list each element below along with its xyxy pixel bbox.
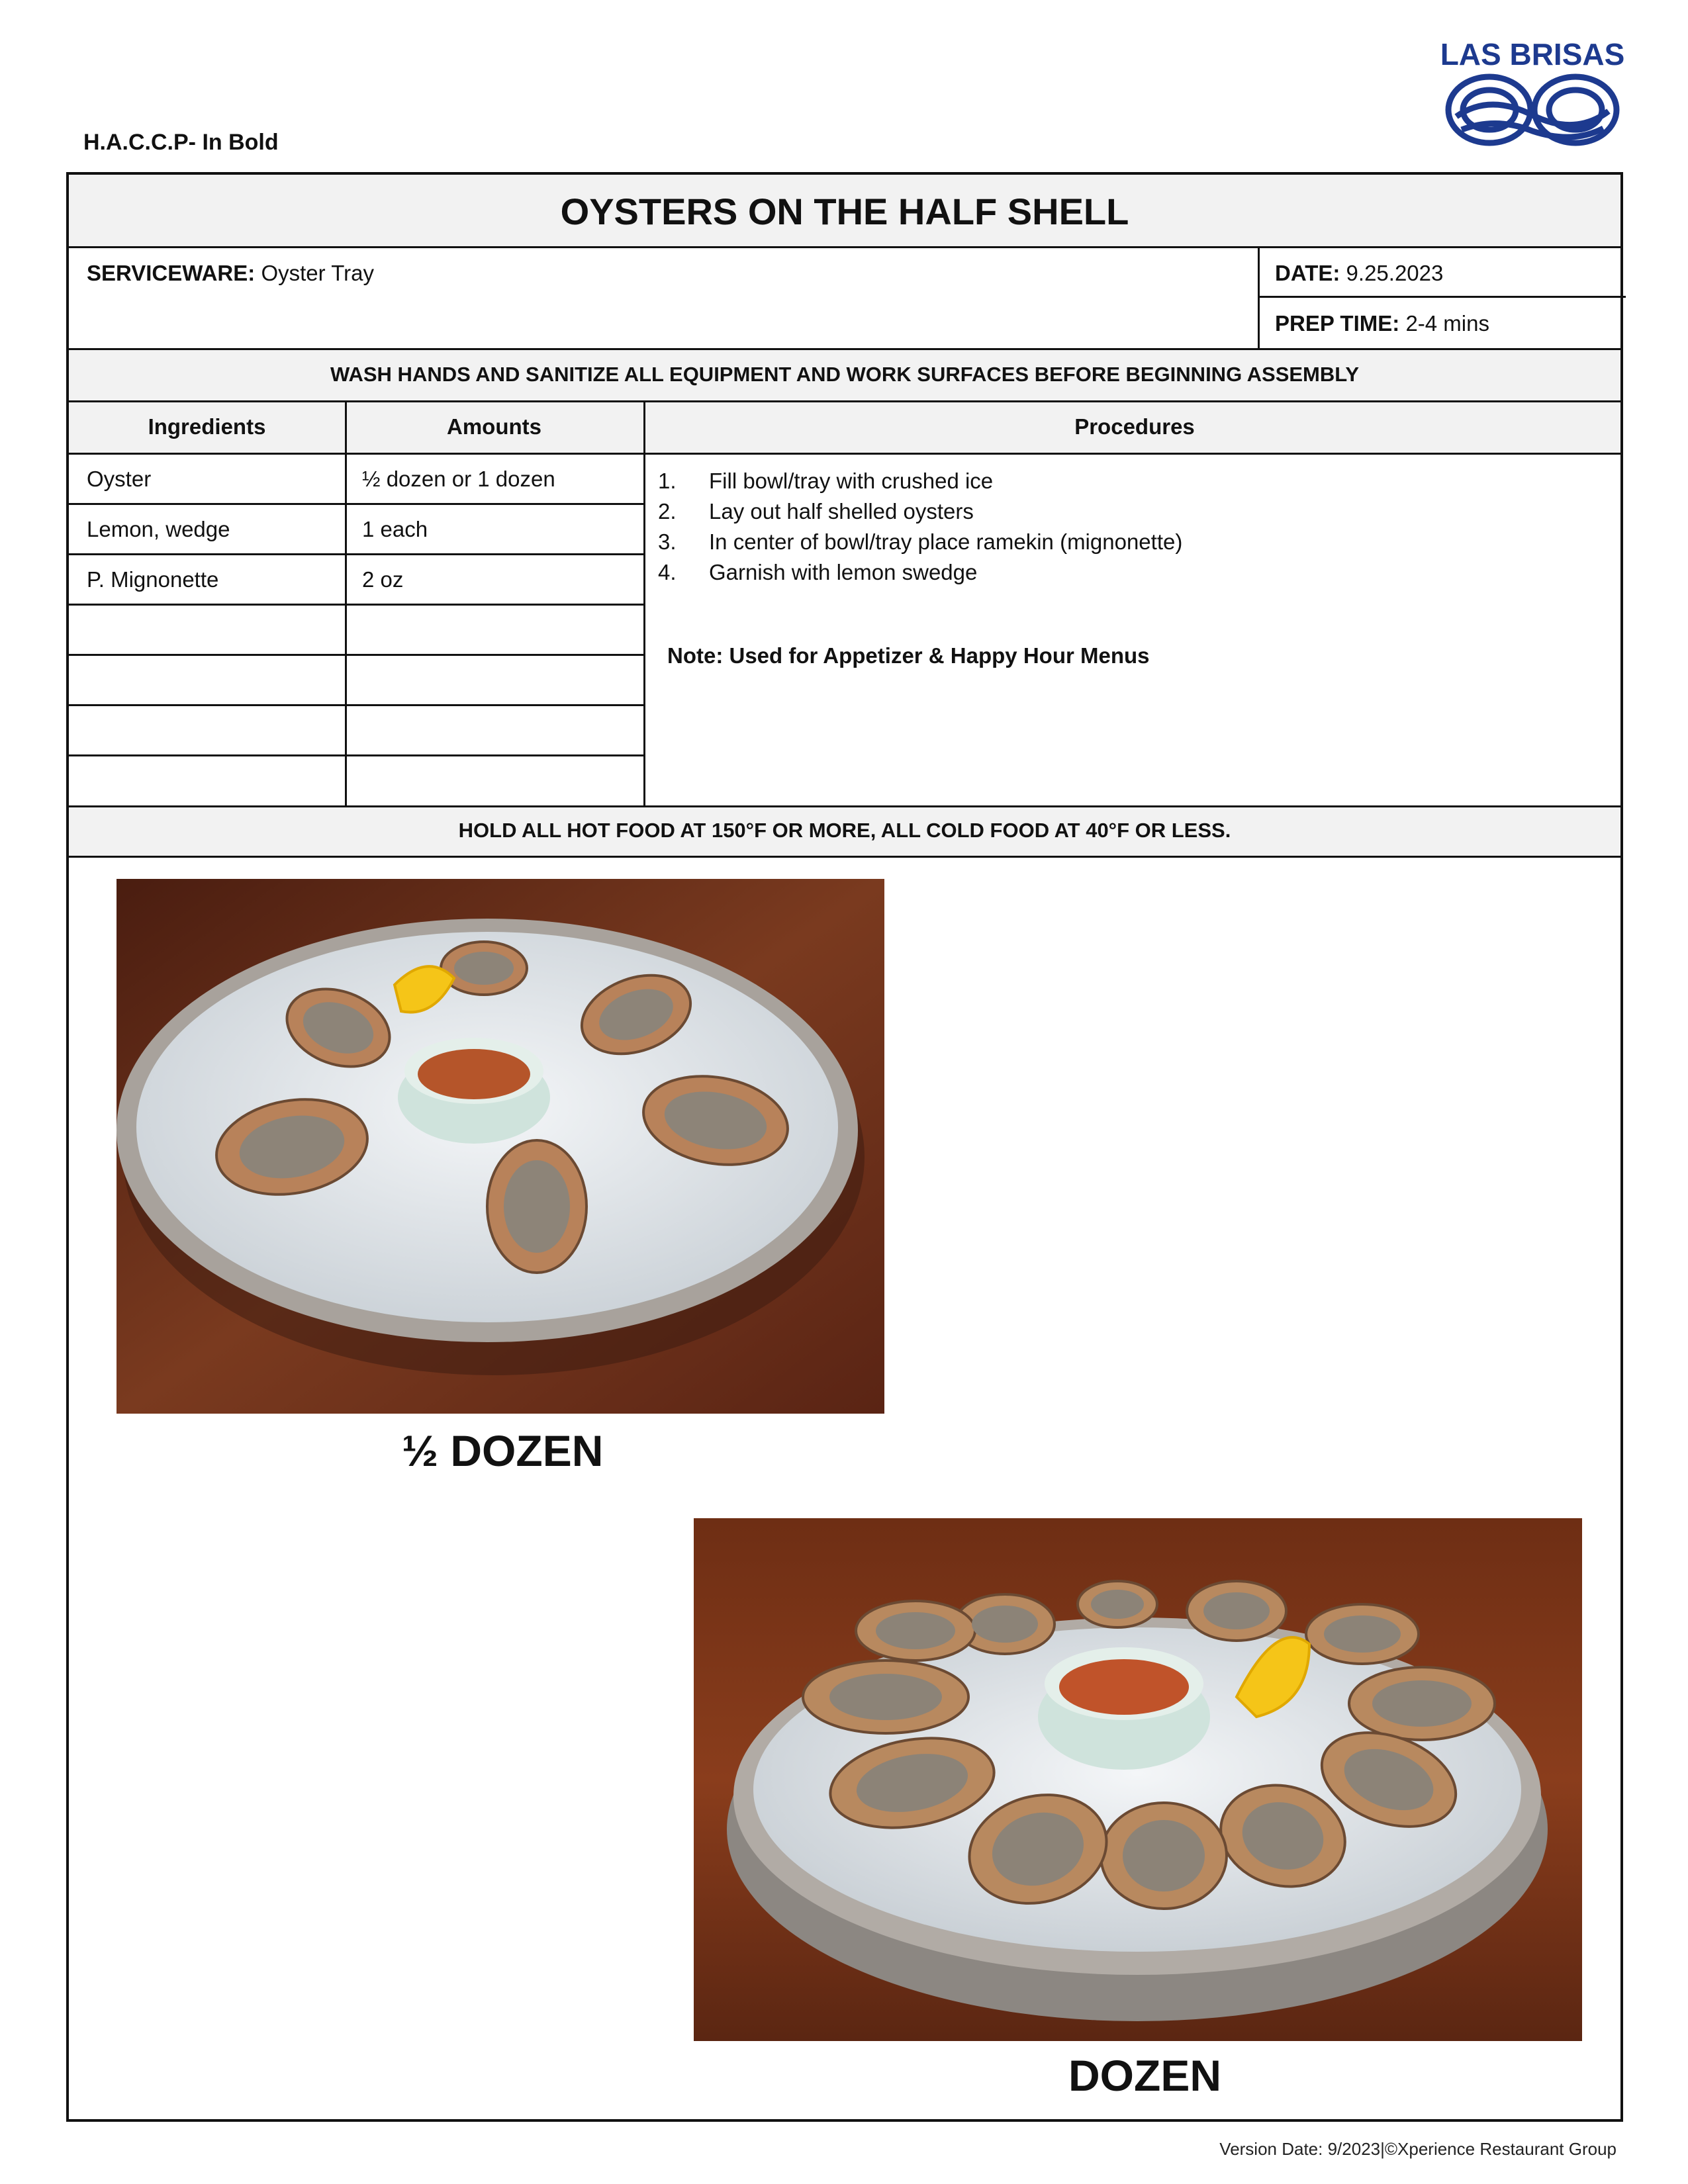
dozen-caption: DOZEN — [1068, 2051, 1221, 2100]
ingredient-amount: 2 oz — [362, 567, 404, 592]
procedure-step: 2. Lay out half shelled oysters — [658, 499, 974, 523]
serviceware-field: SERVICEWARE: Oyster Tray — [87, 261, 374, 285]
ingredient-amount: 1 each — [362, 517, 428, 541]
usage-note: Note: Used for Appetizer & Happy Hour Menus — [667, 643, 1150, 668]
ingredients-header: Ingredients — [148, 414, 266, 439]
prep-time-field: PREP TIME: 2-4 mins — [1275, 311, 1489, 336]
date-field: DATE: 9.25.2023 — [1275, 261, 1444, 285]
amounts-header: Amounts — [447, 414, 541, 439]
procedure-list — [658, 466, 1182, 588]
ingredient-name: P. Mignonette — [87, 567, 219, 592]
las-brisas-logo — [1436, 37, 1628, 150]
recipe-title: OYSTERS ON THE HALF SHELL — [560, 190, 1129, 232]
logo-text: LAS BRISAS — [1440, 37, 1625, 71]
ingredient-name: Lemon, wedge — [87, 517, 230, 541]
procedures-header: Procedures — [1074, 414, 1195, 439]
haccp-label: H.A.C.C.P- In Bold — [83, 130, 279, 155]
half-dozen-photo — [117, 879, 884, 1414]
version-footer: Version Date: 9/2023|©Xperience Restaurant Group — [1219, 2139, 1617, 2159]
ingredient-amount: ½ dozen or 1 dozen — [362, 467, 555, 491]
procedure-step: 3. In center of bowl/tray place ramekin (mignonette) — [658, 529, 1183, 554]
procedure-step: 4. Garnish with lemon swedge — [658, 560, 978, 584]
procedure-step: 1. Fill bowl/tray with crushed ice — [658, 469, 994, 493]
hold-notice: HOLD ALL HOT FOOD AT 150°F OR MORE, ALL COLD FOOD AT 40°F OR LESS. — [458, 819, 1231, 842]
dozen-photo — [694, 1518, 1582, 2041]
recipe-card — [66, 172, 1623, 2122]
wash-notice: WASH HANDS AND SANITIZE ALL EQUIPMENT AND WORK SURFACES BEFORE BEGINNING ASSEMBLY — [330, 363, 1360, 386]
half-dozen-caption: ½ DOZEN — [402, 1426, 604, 1475]
ingredient-name: Oyster — [87, 467, 152, 491]
